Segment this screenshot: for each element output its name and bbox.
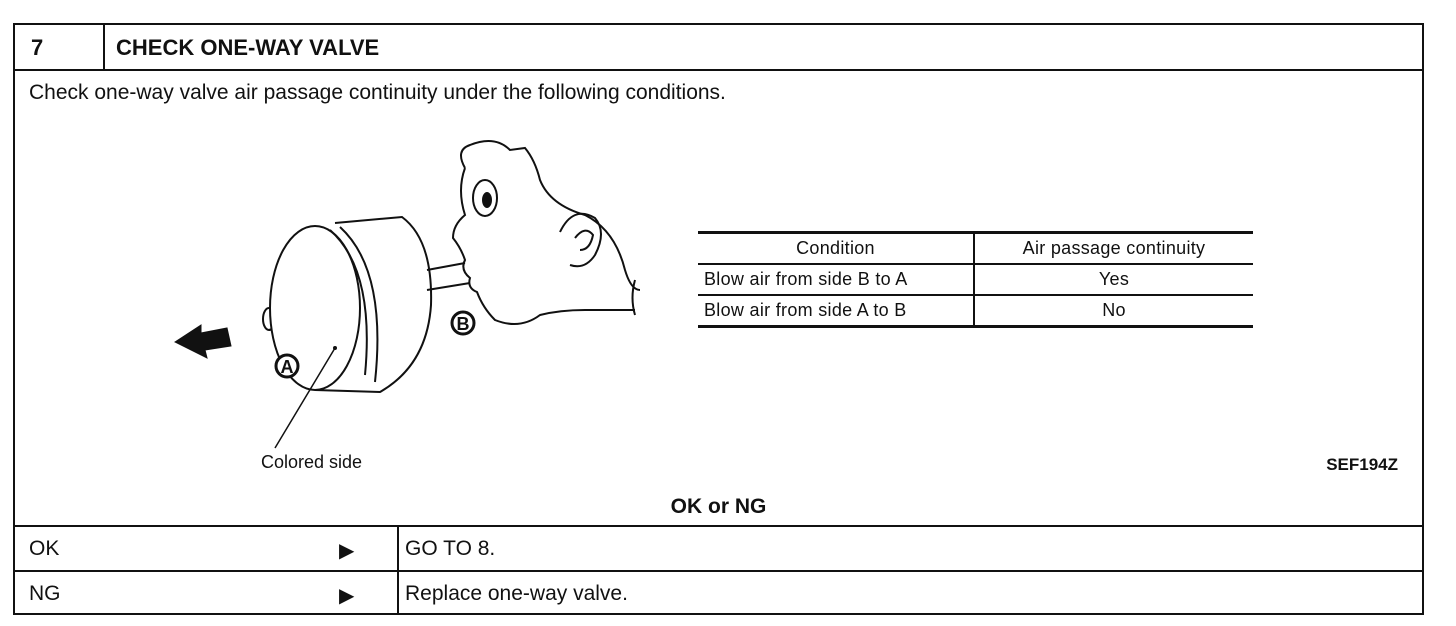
- header-continuity: Air passage continuity: [974, 233, 1253, 265]
- condition-cell: Blow air from side A to B: [698, 295, 974, 327]
- header-bottom-rule: [15, 69, 1422, 71]
- condition-table-header: [698, 233, 1253, 265]
- result-ok-action: GO TO 8.: [405, 537, 496, 560]
- step-title: CHECK ONE-WAY VALVE: [116, 35, 380, 60]
- colored-side-label: Colored side: [261, 452, 363, 472]
- continuity-cell: No: [974, 295, 1253, 327]
- valve-illustration: [165, 120, 645, 480]
- results-top-rule: [15, 525, 1422, 527]
- results-middle-rule: [15, 570, 1422, 572]
- label-b: B: [456, 314, 470, 334]
- result-ng-arrow-icon: ▶: [339, 585, 355, 607]
- figure-code: SEF194Z: [1326, 455, 1398, 474]
- airflow-arrow: [175, 325, 231, 358]
- result-heading: OK or NG: [670, 495, 767, 518]
- result-ng-action: Replace one-way valve.: [405, 582, 628, 605]
- step-frame: [13, 23, 1424, 615]
- step-number: 7: [31, 35, 44, 60]
- condition-cell: Blow air from side B to A: [698, 264, 974, 295]
- header-divider: [103, 25, 105, 70]
- table-row: [698, 264, 1253, 295]
- label-a: A: [280, 357, 294, 377]
- result-ok-arrow-icon: ▶: [339, 540, 355, 562]
- result-ng-label: NG: [29, 582, 61, 605]
- table-row: [698, 295, 1253, 327]
- continuity-cell: Yes: [974, 264, 1253, 295]
- instruction-text: Check one-way valve air passage continuity under the following conditions.: [29, 81, 726, 104]
- header-condition: Condition: [698, 233, 974, 265]
- condition-table: [698, 231, 1253, 328]
- result-ok-label: OK: [29, 537, 60, 560]
- results-divider: [397, 525, 399, 615]
